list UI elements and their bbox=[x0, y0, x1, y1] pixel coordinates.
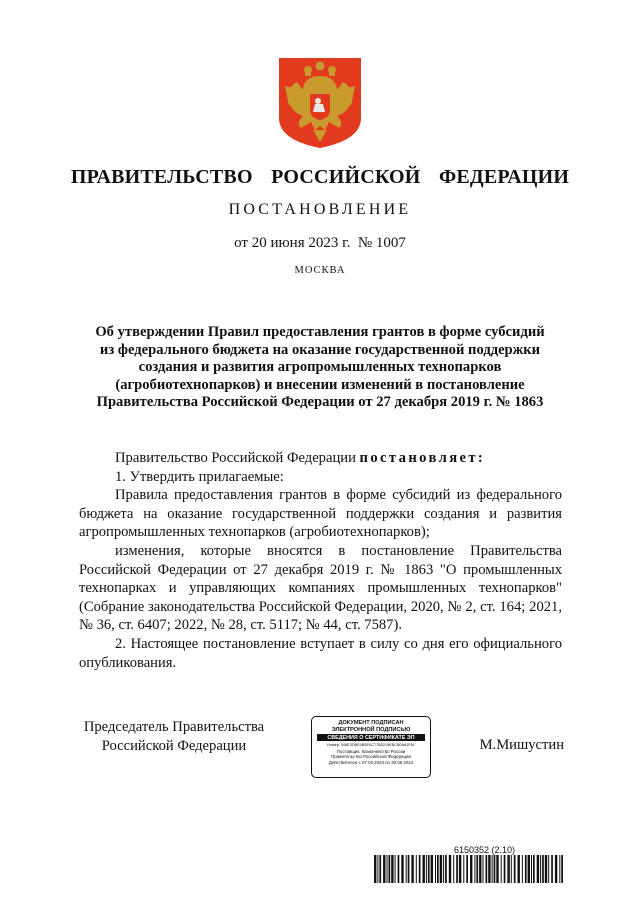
resolves-word: постановляет: bbox=[359, 450, 486, 466]
certificate-details: Поставщик: Казначейство России Правительство Российской Федерации Действителен с 07.03.2023 по 30.05.2024 bbox=[328, 748, 414, 765]
heading-line: (агробиотехнопарков) и внесении изменений в постановление bbox=[115, 376, 525, 393]
electronic-signature-stamp: ДОКУМЕНТ ПОДПИСАН ЭЛЕКТРОННОЙ ПОДПИСЬЮ СВЕДЕНИЯ О СЕРТИФИКАТЕ ЭП Номер: 008E3DBE0B5E0C77B5219EBCB0A81F81 Поставщик: Казначейство России Правительство Российской Федерации Действителен с 07.03.2023 по 30.05.2024 bbox=[311, 716, 431, 778]
item-1: 1. Утвердить прилагаемые: bbox=[115, 468, 284, 485]
certificate-header: СВЕДЕНИЯ О СЕРТИФИКАТЕ ЭП bbox=[317, 734, 425, 741]
city: МОСКВА bbox=[294, 265, 346, 276]
document-body bbox=[79, 449, 562, 672]
intro-paragraph: Правительство Российской Федерации постановляет: bbox=[115, 450, 486, 466]
document-code: 6150352 (2.10) bbox=[454, 845, 516, 855]
coat-of-arms-icon bbox=[277, 56, 363, 150]
document-date: от 20 июня 2023 г. bbox=[234, 235, 351, 251]
signatory-name: М.Мишустин bbox=[479, 737, 564, 753]
changes-paragraph: изменения, которые вносятся в постановление Правительства Российской Федерации от 27 декабря 2019 г. № 1863 "О промышленных технопарках и управляющих компаниях промышленных технопарков" (Собрание законодательства Российской Федерации, 2020, № 2, ст. 164; 2021, № 36, ст. 6407; 2022, № 28, ст. 5117; № 44, ст. 7587). bbox=[79, 542, 562, 634]
item-2: 2. Настоящее постановление вступает в силу со дня его официального опубликования. bbox=[79, 635, 562, 671]
heading-line: Правительства Российской Федерации от 27 декабря 2019 г. № 1863 bbox=[96, 394, 544, 411]
document-heading bbox=[70, 324, 570, 412]
heading-line: Об утверждении Правил предоставления грантов в форме субсидий bbox=[95, 324, 545, 340]
heading-line: создания и развития агропромышленных технопарков bbox=[138, 359, 502, 376]
heading-line: из федерального бюджета на оказание государственной поддержки bbox=[99, 341, 541, 358]
rules-paragraph: Правила предоставления грантов в форме субсидий из федерального бюджета на оказание государственной поддержки создания и развития агропромышленных технопарков (агробиотехнопарков); bbox=[79, 487, 562, 541]
barcode-icon bbox=[374, 855, 564, 883]
document-type: ПОСТАНОВЛЕНИЕ bbox=[228, 201, 412, 218]
signatory-position: Председатель Правительства Российской Федерации bbox=[83, 719, 265, 754]
certificate-serial: Номер: 008E3DBE0B5E0C77B5219EBCB0A81F81 bbox=[327, 743, 415, 748]
government-title: ПРАВИТЕЛЬСТВО РОССИЙСКОЙ ФЕДЕРАЦИИ bbox=[70, 166, 570, 188]
document-number: № 1007 bbox=[357, 235, 406, 251]
date-number-line bbox=[0, 235, 640, 252]
